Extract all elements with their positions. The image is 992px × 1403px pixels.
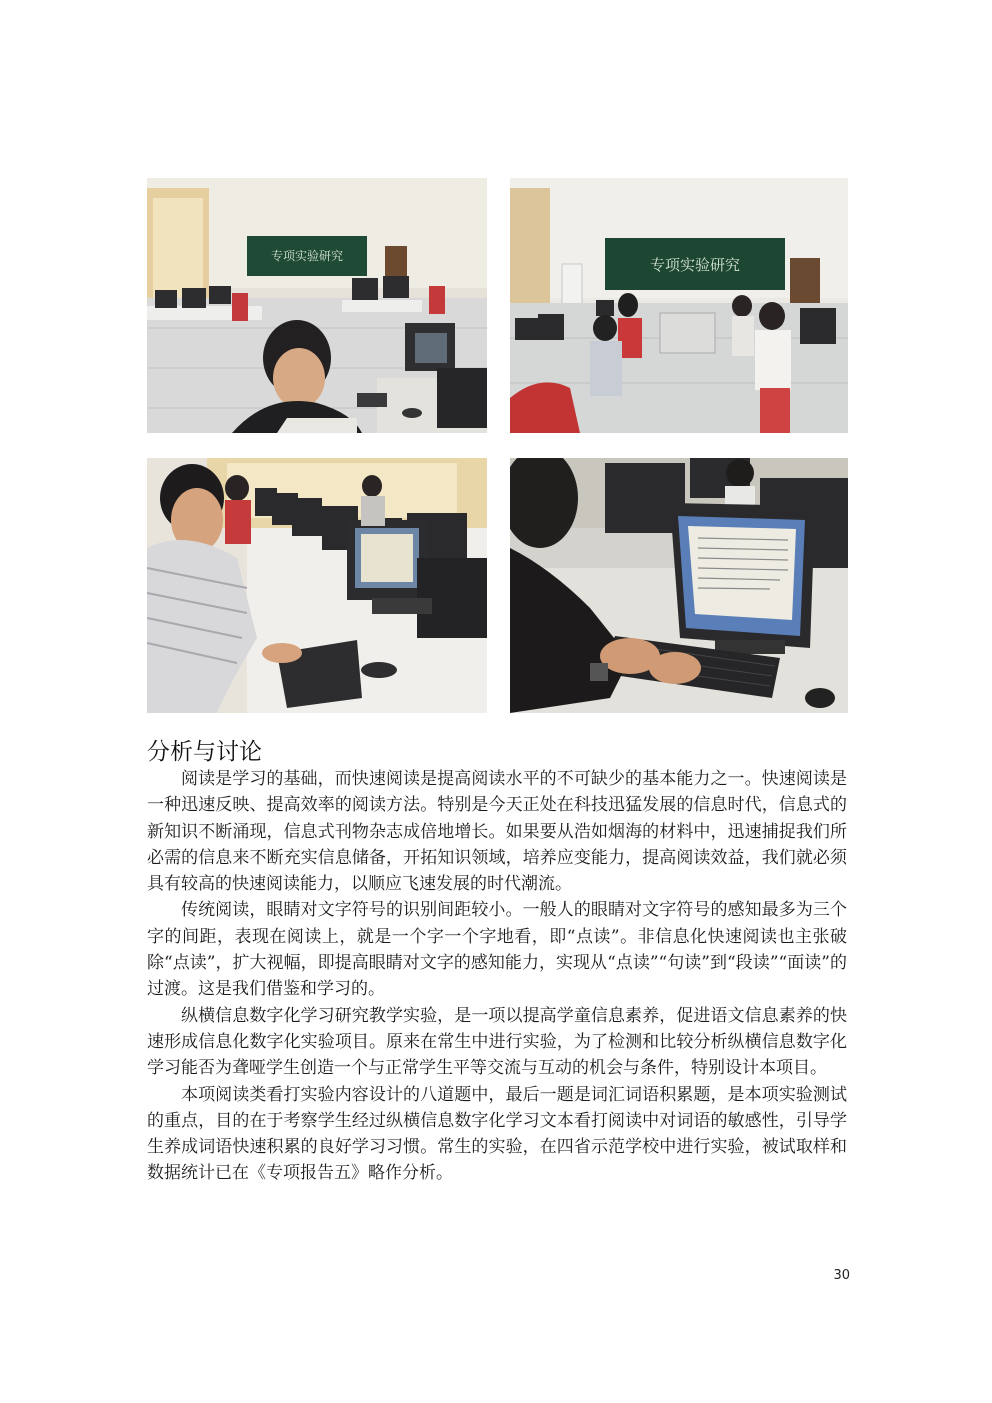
board-text: 专项实验研究 [649, 256, 741, 274]
monitor-keyboard-photo-icon [510, 458, 848, 713]
page-number: 30 [833, 1268, 850, 1283]
article-body [147, 766, 847, 1187]
paragraph-1: 阅读是学习的基础，而快速阅读是提高阅读水平的不可缺少的基本能力之一。快速阅读是一种迅速反映、提高效率的阅读方法。特别是今天正处在科技迅猛发展的信息时代，信息式的新知识不断涌现，信息式刊物杂志成倍地增长。如果要从浩如烟海的材料中，迅速捕捉我们所必需的信息来不断充实信息储备，开拓知识领域，培养应变能力，提高阅读效益，我们就必须具有较高的快速阅读能力，以顺应飞速发展的时代潮流。 [147, 769, 847, 895]
section-title: 分析与讨论 [147, 739, 262, 765]
classroom-photo-wide-icon [147, 178, 487, 433]
classroom-photo-board-icon [510, 178, 848, 433]
paragraph-3: 纵横信息数字化学习研究教学实验，是一项以提高学童信息素养，促进语文信息素养的快速形成信息化数字化实验项目。原来在常生中进行实验，为了检测和比较分析纵横信息数字化学习能否为聋哑学生创造一个与正常学生平等交流与互动的机会与条件，特别设计本项目。 [147, 1005, 847, 1079]
board-text: 专项实验研究 [270, 249, 344, 263]
students-typing-photo-icon [147, 458, 487, 713]
paragraph-2: 传统阅读，眼睛对文字符号的识别间距较小。一般人的眼睛对文字符号的感知最多为三个字的间距，表现在阅读上，就是一个字一个字地看，即“点读”。非信息化快速阅读也主张破除“点读”，扩大视幅，即提高眼睛对文字的感知能力，实现从“点读”“句读”到“段读”“面读”的过渡。这是我们借鉴和学习的。 [147, 900, 847, 1000]
paragraph-4: 本项阅读类看打实验内容设计的八道题中，最后一题是词汇词语积累题，是本项实验测试的重点，目的在于考察学生经过纵横信息数字化学习文本看打阅读中对词语的敏感性，引导学生养成词语快速积累的良好学习习惯。常生的实验，在四省示范学校中进行实验，被试取样和数据统计已在《专项报告五》略作分析。 [147, 1084, 847, 1184]
